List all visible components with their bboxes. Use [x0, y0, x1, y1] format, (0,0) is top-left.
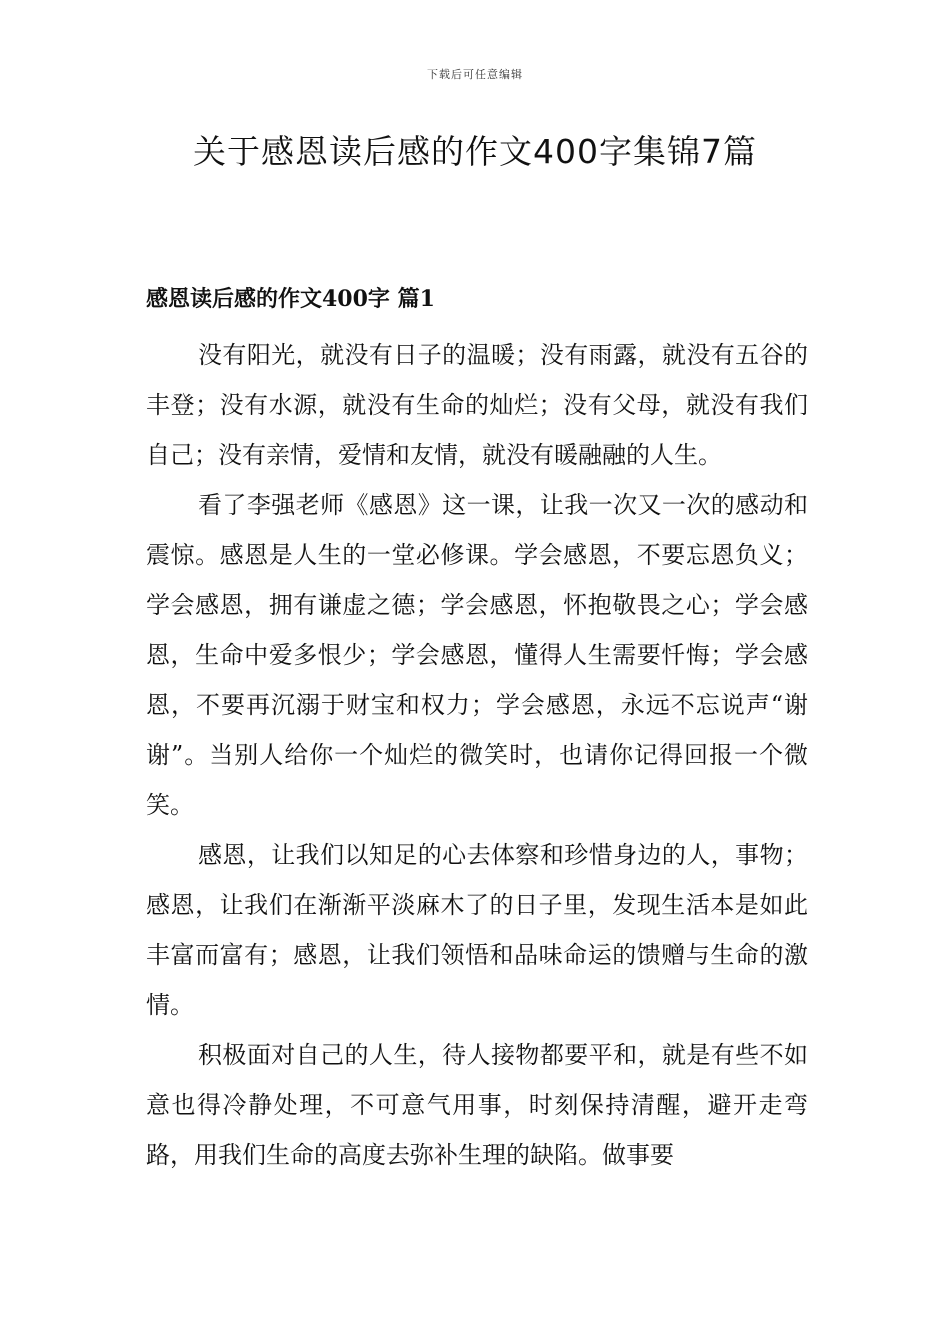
paragraph: 没有阳光，就没有日子的温暖；没有雨露，就没有五谷的丰登；没有水源，就没有生命的灿烂；没有父母，就没有我们自己；没有亲情，爱情和友情，就没有暖融融的人生。	[146, 341, 808, 469]
page-title: 关于感恩读后感的作文400字集锦7篇	[193, 132, 757, 171]
paragraph: 积极面对自己的人生，待人接物都要平和，就是有些不如意也得冷静处理，不可意气用事，时刻保持清醒，避开走弯路，用我们生命的高度去弥补生理的缺陷。做事要	[146, 1041, 808, 1169]
paragraph: 看了李强老师《感恩》这一课，让我一次又一次的感动和震惊。感恩是人生的一堂必修课。学会感恩，不要忘恩负义；学会感恩，拥有谦虚之德；学会感恩，怀抱敬畏之心；学会感恩，生命中爱多恨少；学会感恩，懂得人生需要忏悔；学会感恩，不要再沉溺于财宝和权力；学会感恩，永远不忘说声“谢谢”。当别人给你一个灿烂的微笑时，也请你记得回报一个微笑。	[146, 491, 808, 819]
section-heading: 感恩读后感的作文400字 篇1	[146, 286, 435, 312]
header-note: 下载后可任意编辑	[427, 68, 523, 81]
paragraph: 感恩，让我们以知足的心去体察和珍惜身边的人，事物；感恩，让我们在渐渐平淡麻木了的日子里，发现生活本是如此丰富而富有；感恩，让我们领悟和品味命运的馈赠与生命的激情。	[146, 841, 808, 1019]
article-body	[146, 330, 808, 1180]
